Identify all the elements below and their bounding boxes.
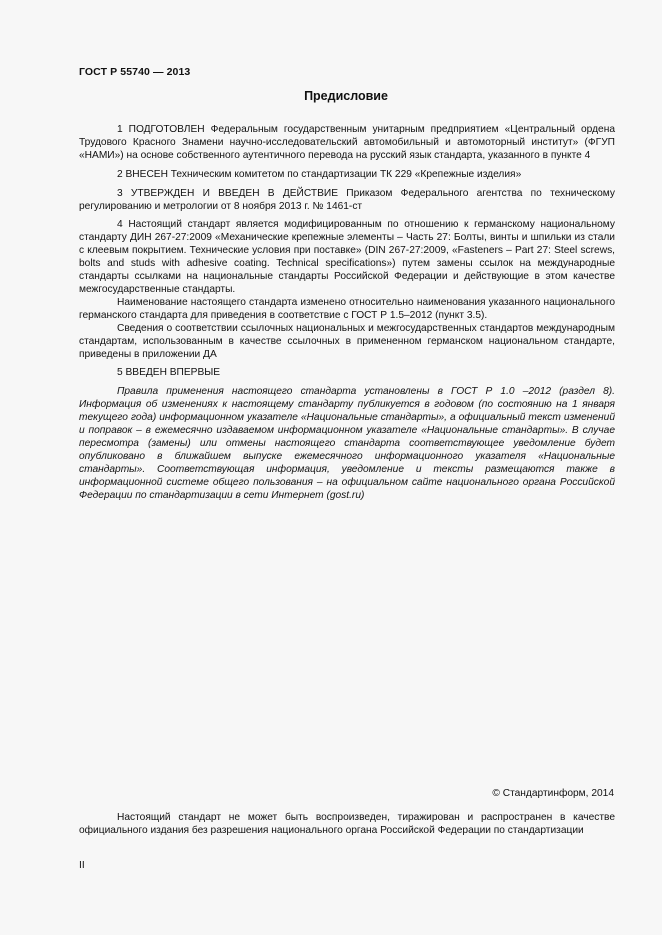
paragraph-approved: 3 УТВЕРЖДЕН И ВВЕДЕН В ДЕЙСТВИЕ Приказом Федерального агентства по техническому регулированию и метрологии от 8 ноября 2013 г. № 1461-ст <box>79 187 615 212</box>
paragraph-modified-standard: 4 Настоящий стандарт является модифицированным по отношению к германскому национальному стандарту ДИН 267-27:2009 «Механические крепежные элементы – Часть 27: Болты, винты и шпильки из стали с клеевым покрытием. Технические условия при поставке» (DIN 267-27:2009, «Fasteners – Part 27: Steel screws, bolts and studs with adhesive coating. Technical specifications») путем замены ссылок на международные стандарты ссылками на национальные стандарты Российской Федерации и действующие в этом качестве межгосударственные стандарты. <box>79 219 615 295</box>
page-number: II <box>79 860 85 871</box>
reproduction-notice: Настоящий стандарт не может быть воспроизведен, тиражирован и распространен в качестве официального издания без разрешения национального органа Российской Федерации по стандартизации <box>79 812 615 836</box>
foreword-body <box>79 124 615 508</box>
standard-code-header: ГОСТ Р 55740 — 2013 <box>79 66 191 78</box>
paragraph-submitted-by: 2 ВНЕСЕН Техническим комитетом по стандартизации ТК 229 «Крепежные изделия» <box>117 168 522 180</box>
paragraph-introduced-first: 5 ВВЕДЕН ВПЕРВЫЕ <box>117 367 221 379</box>
paragraph-reference-info: Сведения о соответствии ссылочных национальных и межгосударственных стандартов международным стандартам, использованным в качестве ссылочных в примененном германском национальном стандарте, приведены в приложении ДА <box>79 322 615 360</box>
paragraph-prepared-by: 1 ПОДГОТОВЛЕН Федеральным государственным унитарным предприятием «Центральный ордена Трудового Красного Знамени научно-исследовательский автомобильный и автомоторный институт» (ФГУП «НАМИ») на основе собственного аутентичного перевода на русский язык стандарта, указанного в пункте 4 <box>79 124 615 161</box>
copyright-notice: © Стандартинформ, 2014 <box>492 788 614 799</box>
paragraph-application-rules: Правила применения настоящего стандарта установлены в ГОСТ Р 1.0 –2012 (раздел 8). Информация об изменениях к настоящему стандарту публикуется в годовом (по состоянию на 1 января текущего года) информационном указателе «Национальные стандарты», а официальный текст изменений и поправок – в ежемесячно издаваемом информационном указателе «Национальные стандарты». В случае пересмотра (замены) или отмены настоящего стандарта соответствующее уведомление будет опубликовано в ближайшем выпуске ежемесячного информационного указателя «Национальные стандарты». Соответствующая информация, уведомление и тексты размещаются также в информационной системе общего пользования – на официальном сайте национального органа Российской Федерации по стандартизации в сети Интернет (gost.ru) <box>79 386 615 501</box>
page-title: Предисловие <box>304 89 388 103</box>
paragraph-name-changed: Наименование настоящего стандарта изменено относительно наименования указанного национального германского стандарта для приведения в соответствие с ГОСТ Р 1.5–2012 (пункт 3.5). <box>79 296 615 321</box>
